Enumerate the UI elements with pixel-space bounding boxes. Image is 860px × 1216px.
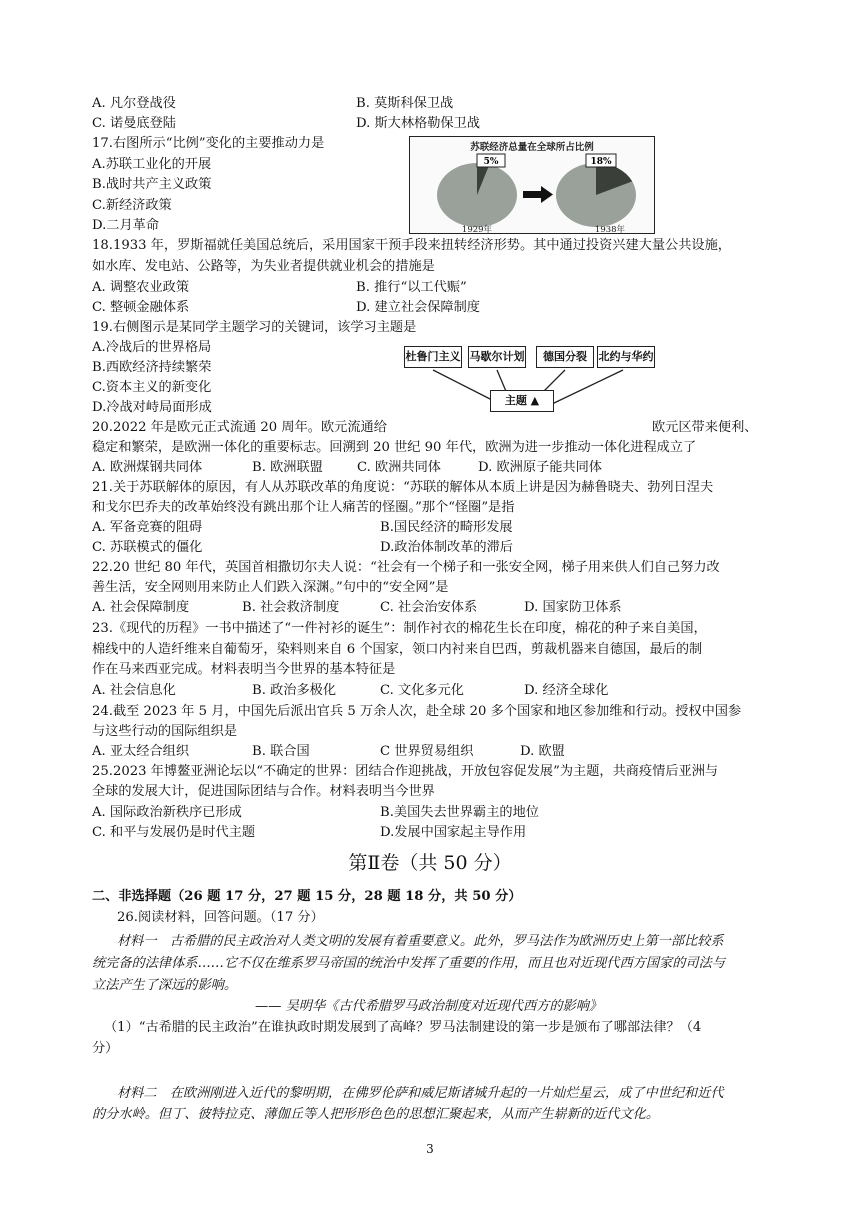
q25-option-c: C. 和平与发展仍是时代主题 <box>92 825 256 840</box>
q26-material-2-line-1: 材料二 在欧洲刚进入近代的黎明期，在佛罗伦萨和威尼斯诸城升起的一片灿烂星云，成了中世纪和近代 <box>117 1086 724 1101</box>
year-1938-label: 1938年 <box>594 225 626 233</box>
year-1929-label: 1929年 <box>461 225 493 233</box>
q16-option-a: A. 凡尔登战役 <box>92 96 176 111</box>
q26-stem: 26.阅读材料，回答问题。（17 分） <box>117 910 324 925</box>
q23-option-d: D. 经济全球化 <box>524 683 609 698</box>
q20-option-c: C. 欧洲共同体 <box>357 460 441 475</box>
q19-stem: 19.右侧图示是某同学主题学习的关键词，该学习主题是 <box>92 320 417 335</box>
q25-line-1: 25.2023 年博鳌亚洲论坛以“不确定的世界：团结合作迎挑战，开放包容促发展”为主题，共商疫情后亚洲与 <box>92 764 719 779</box>
arrow-icon <box>523 186 553 203</box>
q21-line-1: 21.关于苏联解体的原因，有人从苏联改革的角度说：“苏联的解体从本质上讲是因为赫鲁晓夫、勃列日涅夫 <box>92 480 714 495</box>
q21-option-c: C. 苏联模式的僵化 <box>92 540 203 555</box>
q26-material-2-line-2: 的分水岭。但丁、彼特拉克、薄伽丘等人把形形色色的思想汇聚起来，从而产生崭新的近代文化。 <box>92 1107 660 1122</box>
q23-option-b: B. 政治多极化 <box>252 683 337 698</box>
q26-material-1-line-2: 统完备的法律体系……它不仅在维系罗马帝国的统治中发挥了重要的作用，而且也对近现代西方国家的司法与 <box>92 956 725 971</box>
pie-1929 <box>437 163 517 227</box>
q22-option-a: A. 社会保障制度 <box>92 600 190 615</box>
q21-option-b: B.国民经济的畸形发展 <box>380 520 513 535</box>
q17-option-a: A.苏联工业化的开展 <box>92 157 212 172</box>
q24-option-a: A. 亚太经合组织 <box>92 744 190 759</box>
section-2-title: 第Ⅱ卷（共 50 分） <box>348 852 512 874</box>
q23-option-c: C. 文化多元化 <box>380 683 464 698</box>
q23-line-2: 棉线中的人造纤维来自葡萄牙，染料则来自 6 个国家，领口内衬来自巴西，剪裁机器来自德国，最后的制 <box>92 642 703 657</box>
q22-line-1: 22.20 世纪 80 年代，英国首相撒切尔夫人说：“社会有一个梯子和一张安全网，梯子用来供人们自己努力改 <box>92 560 720 575</box>
q22-option-d: D. 国家防卫体系 <box>524 600 622 615</box>
q17-option-c: C.新经济政策 <box>92 198 172 213</box>
theme-box: 主题 ▲ <box>490 390 554 412</box>
q20-option-d: D. 欧洲原子能共同体 <box>478 460 602 475</box>
q17-figure-caption: 苏联经济总量在全球所占比例 <box>470 142 594 153</box>
q26-sub-1-line-1: （1）“古希腊的民主政治”在谁执政时期发展到了高峰？罗马法制建设的第一步是颁布了哪部法律？（4 <box>104 1020 702 1035</box>
keyword-nato-warsaw: 北约与华约 <box>597 346 655 368</box>
q23-option-a: A. 社会信息化 <box>92 683 176 698</box>
q17-option-b: B.战时共产主义政策 <box>92 177 212 192</box>
q16-option-c: C. 诺曼底登陆 <box>92 116 176 131</box>
q26-material-1-source: —— 吴明华《古代希腊罗马政治制度对近现代西方的影响》 <box>255 999 603 1014</box>
q19-keyword-diagram <box>396 340 656 416</box>
q20-option-a: A. 欧洲煤钢共同体 <box>92 460 203 475</box>
q26-sub-1-line-2: 分） <box>92 1041 119 1056</box>
q24-line-1: 24.截至 2023 年 5 月，中国先后派出官兵 5 万余人次，赴全球 20 多个国家和地区参加维和行动。授权中国参 <box>92 704 742 719</box>
q25-option-b: B.美国失去世界霸主的地位 <box>380 805 539 820</box>
q19-option-b: B.西欧经济持续繁荣 <box>92 360 212 375</box>
q20-line-1b: 欧元区带来便利、 <box>652 420 758 435</box>
q17-stem: 17.右图所示“比例”变化的主要推动力是 <box>92 136 325 151</box>
q20-line-2: 稳定和繁荣，是欧洲一体化的重要标志。回溯到 20 世纪 90 年代，欧洲为进一步推动一体化进程成立了 <box>92 440 697 455</box>
q26-material-1-line-1: 材料一 古希腊的民主政治对人类文明的发展有着重要意义。此外，罗马法作为欧洲历史上第一部比较系 <box>117 934 724 949</box>
q19-option-d: D.冷战对峙局面形成 <box>92 400 212 415</box>
page-number: 3 <box>426 1142 434 1156</box>
q24-option-d: D. 欧盟 <box>520 744 565 759</box>
q19-option-a: A.冷战后的世界格局 <box>92 340 212 355</box>
q18-option-d: D. 建立社会保障制度 <box>356 300 480 315</box>
q21-line-2: 和戈尔巴乔夫的改革始终没有跳出那个让人痛苦的怪圈。”那个“怪圈”是指 <box>92 500 515 515</box>
q21-option-a: A. 军备竞赛的阻碍 <box>92 520 203 535</box>
q18-option-a: A. 调整农业政策 <box>92 280 190 295</box>
q19-option-c: C.资本主义的新变化 <box>92 380 212 395</box>
q24-line-2: 与这些行动的国际组织是 <box>92 724 238 739</box>
pct-1938-label: 18% <box>590 157 612 167</box>
q17-figure <box>409 136 655 234</box>
q23-line-1: 23.《现代的历程》一书中描述了“一件衬衫的诞生”：制作衬衣的棉花生长在印度，棉花的种子来自美国， <box>92 621 707 636</box>
q25-line-2: 全球的发展大计，促进国际团结与合作。材料表明当今世界 <box>92 784 435 799</box>
q23-line-3: 作在马来西亚完成。材料表明当今世界的基本特征是 <box>92 662 396 677</box>
keyword-truman-doctrine: 杜鲁门主义 <box>404 346 462 368</box>
q22-option-b: B. 社会救济制度 <box>242 600 340 615</box>
section-2-heading: 二、非选择题（26 题 17 分，27 题 15 分，28 题 18 分，共 50 分） <box>92 889 522 904</box>
q24-option-b: B. 联合国 <box>252 744 310 759</box>
q20-line-1a: 20.2022 年是欧元正式流通 20 周年。欧元流通给 <box>92 420 387 435</box>
q22-option-c: C. 社会治安体系 <box>380 600 478 615</box>
q18-line-1: 18.1933 年，罗斯福就任美国总统后，采用国家干预手段来扭转经济形势。其中通过投资兴建大量公共设施， <box>92 238 731 253</box>
q16-option-b: B. 莫斯科保卫战 <box>356 96 454 111</box>
q25-option-d: D.发展中国家起主导作用 <box>380 825 527 840</box>
q17-option-d: D.二月革命 <box>92 218 160 233</box>
keyword-marshall-plan: 马歇尔计划 <box>468 346 526 368</box>
pie-1938 <box>556 163 636 227</box>
keyword-german-division: 德国分裂 <box>536 346 594 368</box>
q22-line-2: 善生活，安全网则用来防止人们跌入深渊。”句中的“安全网”是 <box>92 580 449 595</box>
q24-option-c: C 世界贸易组织 <box>380 744 474 759</box>
q18-option-c: C. 整顿金融体系 <box>92 300 190 315</box>
q18-option-b: B. 推行“以工代赈” <box>356 280 467 295</box>
q16-option-d: D. 斯大林格勒保卫战 <box>356 116 480 131</box>
q20-option-b: B. 欧洲联盟 <box>252 460 323 475</box>
q25-option-a: A. 国际政治新秩序已形成 <box>92 805 242 820</box>
q18-line-2: 如水库、发电站、公路等，为失业者提供就业机会的措施是 <box>92 259 435 274</box>
q21-option-d: D.政治体制改革的滞后 <box>380 540 513 555</box>
q26-material-1-line-3: 立法产生了深远的影响。 <box>92 978 238 993</box>
q17-pie-chart <box>410 137 654 233</box>
pct-1929-label: 5% <box>483 157 499 167</box>
